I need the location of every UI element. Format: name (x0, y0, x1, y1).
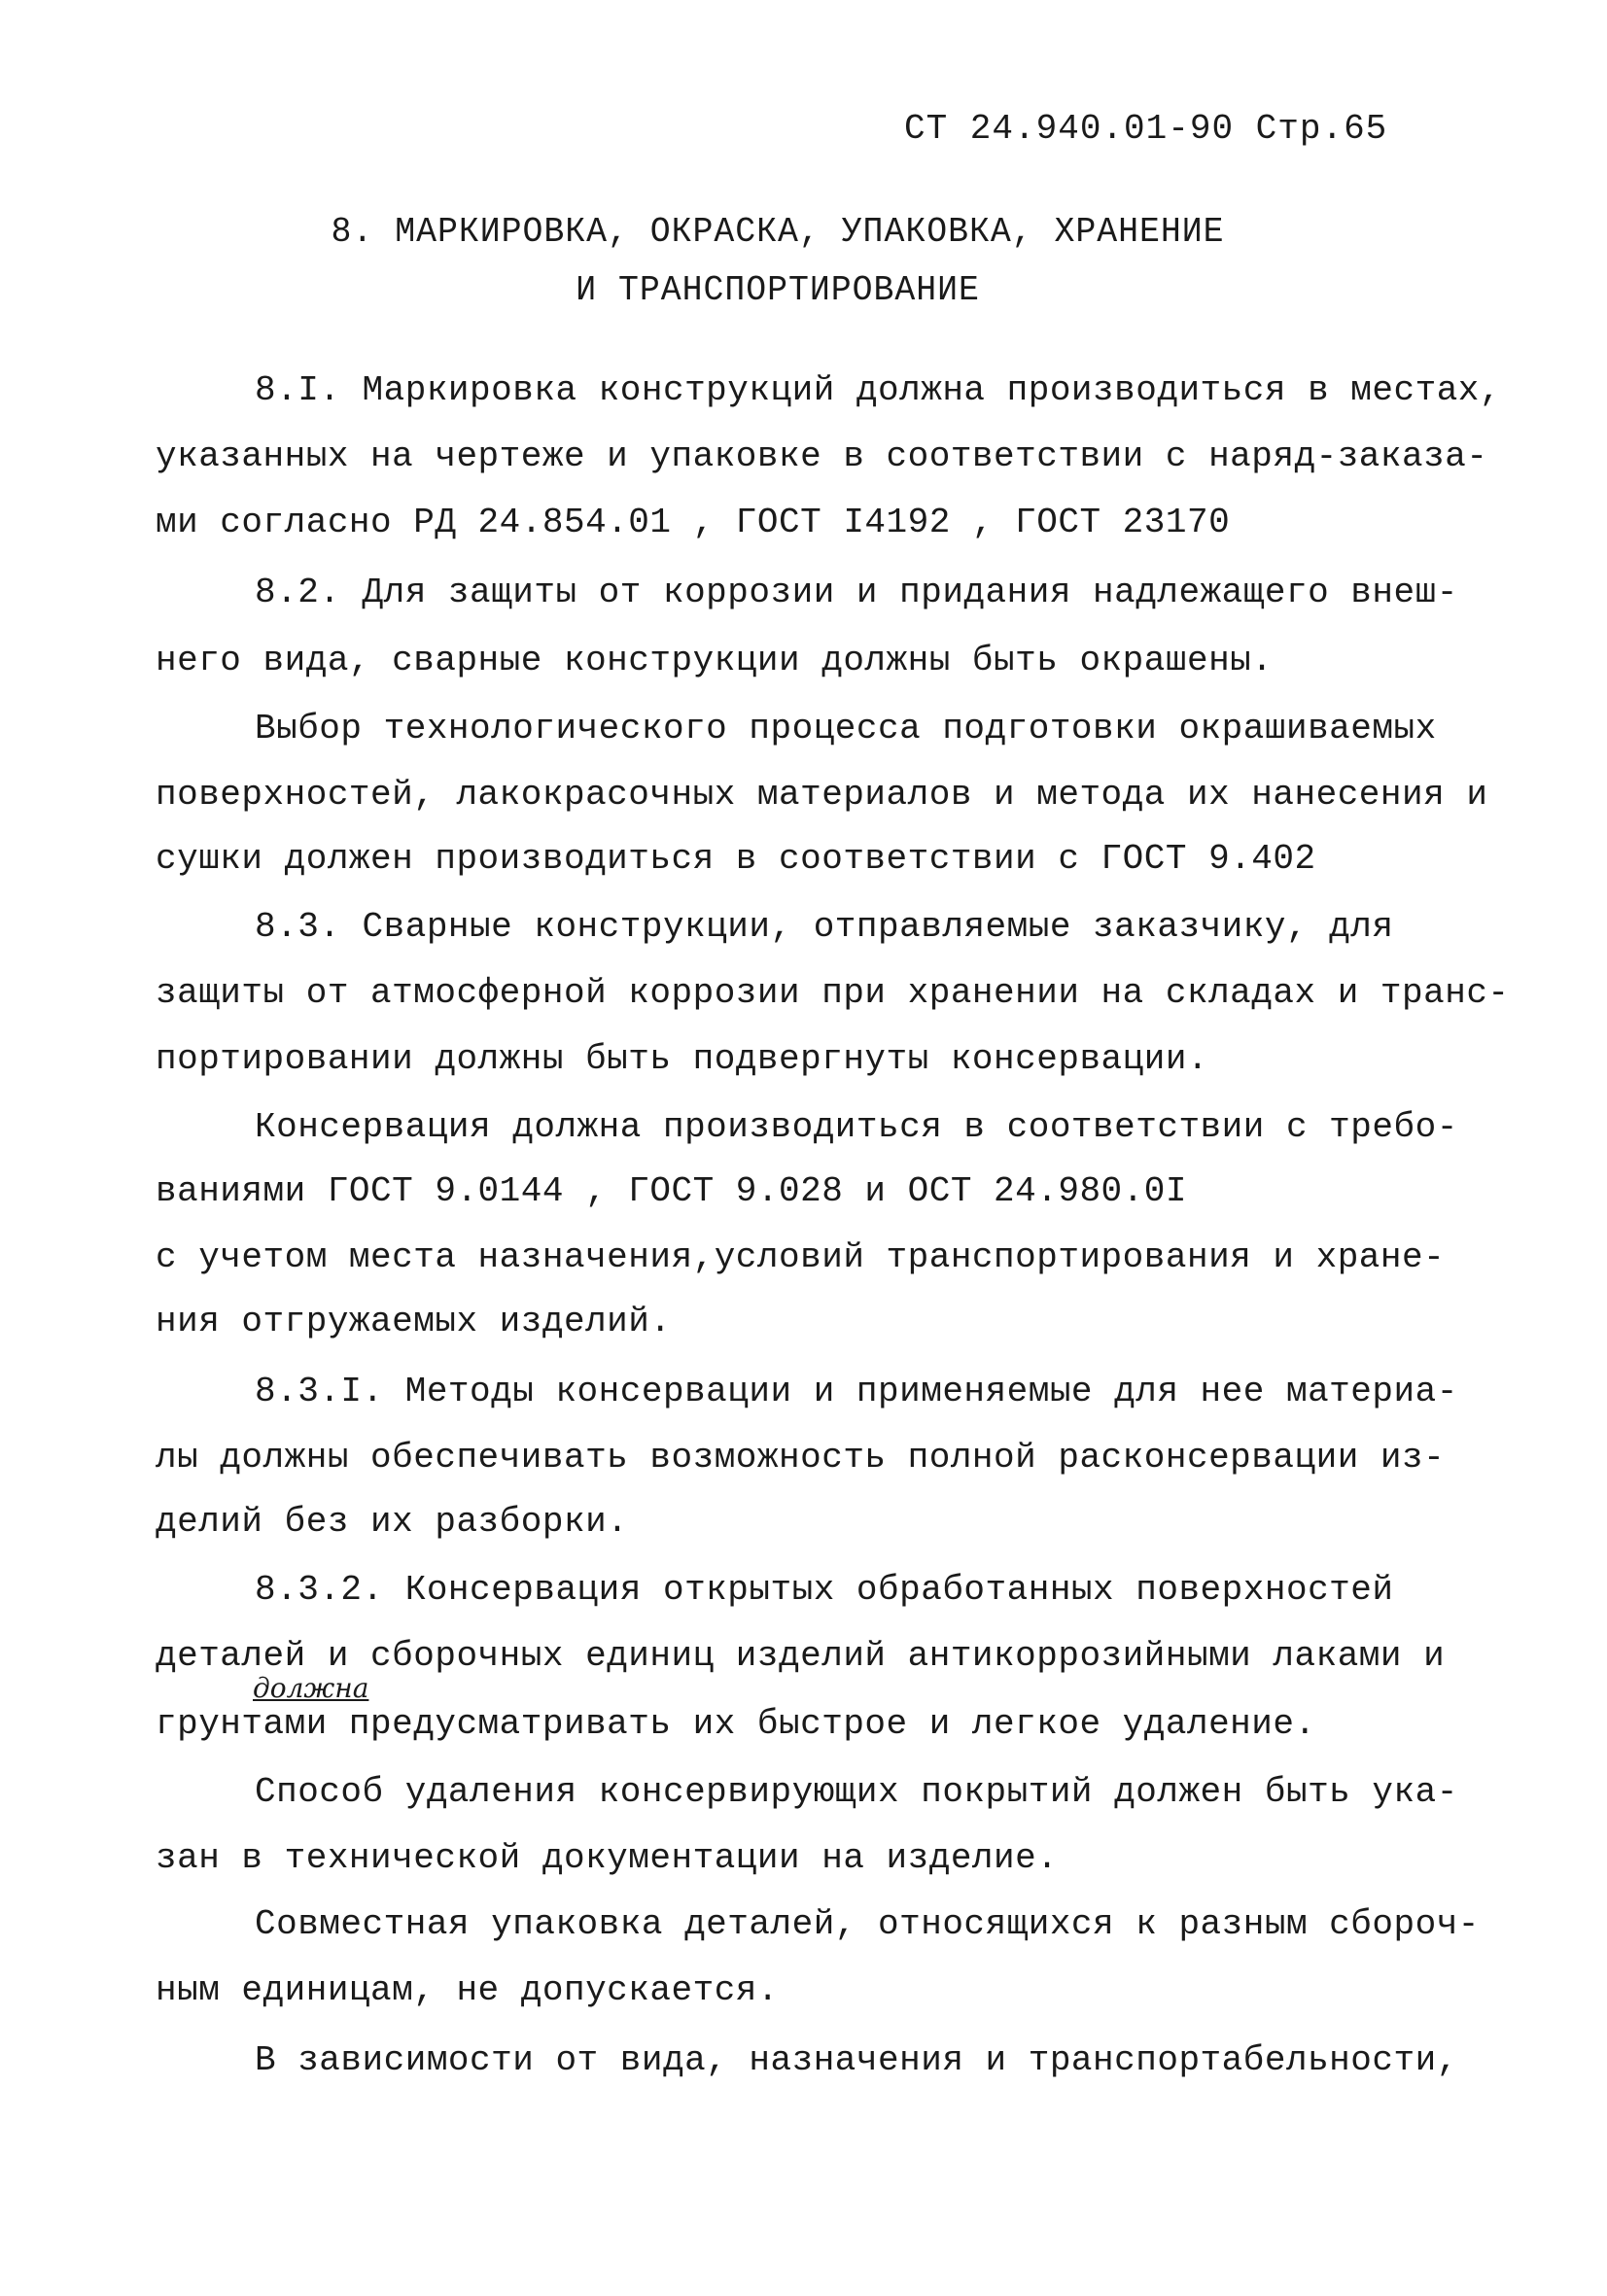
text-line: 8.3. Сварные конструкции, отправляемые заказчику, для (255, 907, 1394, 947)
text-line: портировании должны быть подвергнуты консервации. (156, 1039, 1209, 1079)
text-line: него вида, сварные конструкции должны быть окрашены. (156, 641, 1274, 680)
section-title-line-2: И ТРАНСПОРТИРОВАНИЕ (576, 270, 980, 310)
text-line: поверхностей, лакокрасочных материалов и метода их нанесения и (156, 775, 1488, 815)
text-line: Способ удаления консервирующих покрытий должен быть ука- (255, 1772, 1458, 1812)
text-line: Консервация должна производиться в соответствии с требо- (255, 1107, 1458, 1147)
text-line: ния отгружаемых изделий. (156, 1302, 672, 1341)
text-line: 8.3.I. Методы консервации и применяемые для нее материа- (255, 1372, 1458, 1411)
text-line: защиты от атмосферной коррозии при хранении на складах и транс- (156, 973, 1510, 1013)
text-line: Выбор технологического процесса подготовки окрашиваемых (255, 709, 1437, 748)
text-line: деталей и сборочных единиц изделий антикоррозийными лаками и (156, 1636, 1446, 1676)
text-line: 8.2. Для защиты от коррозии и придания надлежащего внеш- (255, 573, 1458, 612)
text-line: ваниями ГОСТ 9.0144 , ГОСТ 9.028 и ОСТ 24.980.0I (156, 1171, 1187, 1211)
text-line: зан в технической документации на изделие. (156, 1838, 1059, 1878)
text-line: лы должны обеспечивать возможность полной расконсервации из- (156, 1438, 1446, 1478)
text-line: В зависимости от вида, назначения и транспортабельности, (255, 2040, 1458, 2080)
handwritten-insertion: должна (253, 1672, 369, 1704)
text-line: делий без их разборки. (156, 1502, 629, 1542)
text-line: Совместная упаковка деталей, относящихся к разным сбороч- (255, 1904, 1480, 1944)
text-line: 8.3.2. Консервация открытых обработанных поверхностей (255, 1570, 1394, 1610)
text-line: указанных на чертеже и упаковке в соответствии с наряд-заказа- (156, 436, 1488, 476)
text-line: сушки должен производиться в соответствии с ГОСТ 9.402 (156, 839, 1316, 879)
text-line: грунтами предусматривать их быстрое и легкое удаление. (156, 1704, 1316, 1744)
text-line: ми согласно РД 24.854.01 , ГОСТ I4192 , ГОСТ 23170 (156, 503, 1231, 542)
text-line: 8.I. Маркировка конструкций должна производиться в местах, (255, 370, 1502, 410)
section-title-line-1: 8. МАРКИРОВКА, ОКРАСКА, УПАКОВКА, ХРАНЕНИЕ (331, 212, 1225, 252)
page-header: СТ 24.940.01-90 Стр.65 (904, 109, 1388, 149)
text-line: с учетом места назначения,условий транспортирования и хране- (156, 1237, 1446, 1277)
text-line: ным единицам, не допускается. (156, 1970, 780, 2010)
